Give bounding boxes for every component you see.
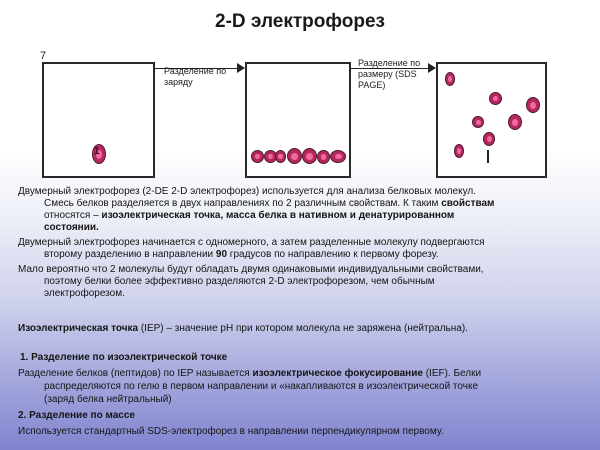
section1-heading <box>18 351 590 364</box>
s1-line1-text: Разделение белков (пептидов) по IEP называется <box>18 368 253 379</box>
p1-line2 <box>18 198 590 210</box>
p1-line2-text: Смесь белков разделяется в двух направлениях по 2 различным свойствам. К таким <box>44 198 442 209</box>
s1-line1-end: (IEF). Белки <box>422 368 482 379</box>
section1-line1 <box>18 364 590 380</box>
protein-spot <box>445 72 455 86</box>
corner-mark: 7 <box>40 50 47 62</box>
section-1 <box>18 351 590 406</box>
section1-line2: распределяются по гелю в первом направлении и «накапливаются в изоэлектрической точке <box>44 381 479 392</box>
p2-line2 <box>18 249 590 261</box>
page-title: 2-D электрофорез <box>215 11 385 32</box>
paragraph-2d-start <box>18 237 590 261</box>
gel-panel-3 <box>436 62 547 178</box>
protein-spot <box>287 148 302 164</box>
p3-line3: электрофорезом. <box>44 288 125 299</box>
iep-text: (IEP) – значение pH при котором молекула не заряжена (нейтральна). <box>138 323 468 334</box>
step1-label: Разделение по заряду <box>164 66 227 87</box>
body-text <box>18 186 590 303</box>
lane-mark <box>487 150 489 163</box>
p1-line3-text: относятся – <box>44 210 102 221</box>
p1-line3-bold: изоэлектрическая точка, масса белка в нативном и денатурированном <box>101 210 455 221</box>
p3-line2: поэтому белки более эффективно разделяются 2-D электрофорезом, чем обычным <box>44 276 435 287</box>
p1-line4-bold: состоянии. <box>44 222 99 233</box>
gel-panel-2 <box>245 62 351 178</box>
section2-heading-text: 2. Разделение по массе <box>18 410 135 421</box>
protein-spot <box>454 144 464 158</box>
p1-line4 <box>18 222 590 234</box>
gel-panel-1 <box>42 62 155 178</box>
protein-spot <box>508 114 522 130</box>
p2-line2-end: градусов по направлению к первому форезу. <box>227 249 439 260</box>
section-2 <box>18 409 590 438</box>
p2-line1: Двумерный электрофорез начинается с одномерного, а затем разделенные молекулу подвергаются <box>18 237 485 248</box>
protein-spot <box>275 150 286 163</box>
section1-heading-text: 1. Разделение по изоэлектрической точке <box>20 352 228 363</box>
p3-line1: Мало вероятно что 2 молекулы будут обладать двумя одинаковыми индивидуальными свойствами, <box>18 264 484 275</box>
p2-line2-text: второму разделению в направлении <box>44 249 216 260</box>
iep-definition <box>18 322 590 335</box>
paragraph-efficiency <box>18 264 590 300</box>
protein-spot <box>483 132 495 146</box>
protein-spot <box>330 150 346 163</box>
step2-label: Разделение по размеру (SDS PAGE) <box>358 58 421 90</box>
p1-line2-bold: свойствам <box>441 198 495 209</box>
section2-line1: Используется стандартный SDS-электрофорез в направлении перпендикулярном первому. <box>18 426 444 437</box>
protein-spot <box>472 116 484 128</box>
gel1-lane-label: 1 <box>94 146 100 157</box>
iep-term: Изоэлектрическая точка <box>18 323 139 334</box>
paragraph-intro <box>18 186 590 234</box>
section1-line3: (заряд белка нейтральный) <box>44 394 172 405</box>
arrow1-head <box>237 63 245 73</box>
s1-line1-bold: изоэлектрическое фокусирование <box>252 368 423 379</box>
p1-line3 <box>18 210 590 222</box>
protein-spot <box>302 148 317 164</box>
p2-line2-bold: 90 <box>215 249 228 260</box>
protein-spot <box>489 92 502 105</box>
protein-spot <box>526 97 540 113</box>
protein-spot <box>251 150 264 163</box>
section2-heading <box>18 409 590 422</box>
p1-line1: Двумерный электрофорез (2-DE 2-D электрофорез) используется для анализа белковых молекул. <box>18 186 476 197</box>
protein-spot <box>317 150 330 164</box>
